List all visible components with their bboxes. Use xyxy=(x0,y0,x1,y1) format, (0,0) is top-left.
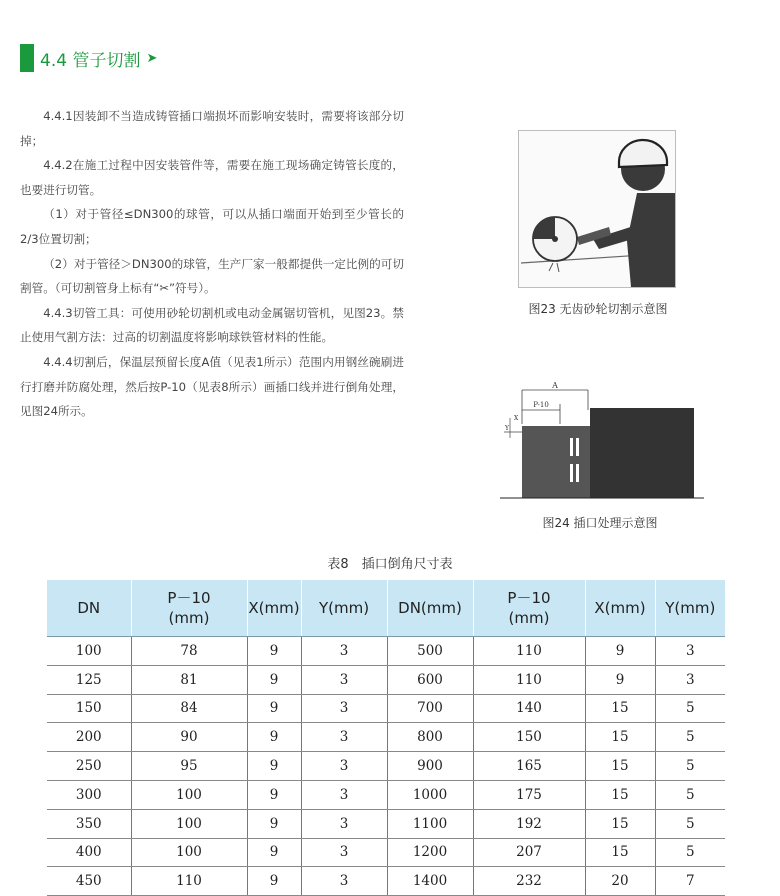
table-cell: 3 xyxy=(301,665,387,694)
table-cell: 9 xyxy=(247,665,301,694)
worker-body xyxy=(627,193,675,287)
table-cell: 95 xyxy=(131,752,247,781)
table-cell: 800 xyxy=(387,723,473,752)
table-cell: 5 xyxy=(655,723,725,752)
table-cell: 700 xyxy=(387,694,473,723)
table-cell: 15 xyxy=(585,780,655,809)
table-cell: 100 xyxy=(131,780,247,809)
table-cell: 900 xyxy=(387,752,473,781)
column-header: P－10 (mm) xyxy=(473,580,585,637)
table-cell: 5 xyxy=(655,838,725,867)
table-cell: 15 xyxy=(585,752,655,781)
table-cell: 15 xyxy=(585,723,655,752)
table-cell: 9 xyxy=(247,809,301,838)
table-cell: 78 xyxy=(131,637,247,666)
table-cell: 9 xyxy=(247,867,301,896)
paragraph-4-4-2: 4.4.2在施工过程中因安装管件等，需要在施工现场确定铸管长度的，也要进行切管。 xyxy=(20,158,404,197)
table-cell: 600 xyxy=(387,665,473,694)
column-header: X(mm) xyxy=(585,580,655,637)
table-row xyxy=(47,723,725,752)
table-cell: 9 xyxy=(585,637,655,666)
table-row xyxy=(47,637,725,666)
section-marker xyxy=(20,44,34,72)
paragraph-4-4-1: 4.4.1因装卸不当造成铸管插口端损坏而影响安装时，需要将该部分切掉； xyxy=(20,109,404,148)
table-cell: 250 xyxy=(47,752,131,781)
table-row xyxy=(47,867,725,896)
table-cell: 3 xyxy=(655,665,725,694)
table-cell: 207 xyxy=(473,838,585,867)
table-cell: 3 xyxy=(301,838,387,867)
table-cell: 300 xyxy=(47,780,131,809)
column-header: Y(mm) xyxy=(301,580,387,637)
table-cell: 125 xyxy=(47,665,131,694)
chevron-right-icon: ➤ xyxy=(146,50,158,66)
table-cell: 350 xyxy=(47,809,131,838)
disc-guard xyxy=(533,217,555,239)
table-row xyxy=(47,780,725,809)
table-cell: 232 xyxy=(473,867,585,896)
helmet-icon xyxy=(619,140,667,167)
table-cell: 7 xyxy=(655,867,725,896)
table-body xyxy=(47,637,725,896)
table-cell: 192 xyxy=(473,809,585,838)
table-row xyxy=(47,809,725,838)
table-cell: 9 xyxy=(247,838,301,867)
table-cell: 3 xyxy=(301,809,387,838)
table-row xyxy=(47,694,725,723)
label-p10: P-10 xyxy=(533,401,549,409)
section-header xyxy=(20,44,157,72)
paragraph-item-2: （2）对于管径＞DN300的球管，生产厂家一般都提供一定比例的可切割管。（可切割管身上标有“✂”符号）。 xyxy=(20,256,404,296)
section-title: 4.4 管子切割 xyxy=(40,50,141,71)
column-header: X(mm) xyxy=(247,580,301,637)
table-cell: 150 xyxy=(473,723,585,752)
table-cell: 84 xyxy=(131,694,247,723)
table-cell: 9 xyxy=(585,665,655,694)
spigot-pipe xyxy=(522,426,592,498)
column-header: DN xyxy=(47,580,131,637)
figure-23-caption: 图23 无齿砂轮切割示意图 xyxy=(528,302,668,316)
table-cell: 1200 xyxy=(387,838,473,867)
insertion-mark xyxy=(570,438,573,456)
label-y: Y xyxy=(505,425,509,432)
table-cell: 1400 xyxy=(387,867,473,896)
table-cell: 110 xyxy=(473,637,585,666)
table-cell: 20 xyxy=(585,867,655,896)
table-cell: 110 xyxy=(473,665,585,694)
table-cell: 450 xyxy=(47,867,131,896)
label-a: A xyxy=(552,381,558,390)
table-cell: 3 xyxy=(301,637,387,666)
table-cell: 1000 xyxy=(387,780,473,809)
figure-24-caption: 图24 插口处理示意图 xyxy=(542,516,658,530)
table-cell: 9 xyxy=(247,694,301,723)
table-cell: 150 xyxy=(47,694,131,723)
table-cell: 81 xyxy=(131,665,247,694)
table-cell: 3 xyxy=(301,780,387,809)
column-header: DN(mm) xyxy=(387,580,473,637)
table-cell: 400 xyxy=(47,838,131,867)
table-cell: 9 xyxy=(247,780,301,809)
table-row xyxy=(47,838,725,867)
column-header: Y(mm) xyxy=(655,580,725,637)
paragraph-item-1: （1）对于管径≤DN300的球管，可以从插口端面开始到至少管长的2/3位置切割； xyxy=(20,207,404,246)
paragraph-4-4-3: 4.4.3切管工具：可使用砂轮切割机或电动金属锯切管机，见图23。禁止使用气割方法：过高的切割温度将影响球铁管材料的性能。 xyxy=(20,305,404,345)
table-cell: 165 xyxy=(473,752,585,781)
table-cell: 5 xyxy=(655,752,725,781)
table-cell: 200 xyxy=(47,723,131,752)
table-cell: 15 xyxy=(585,809,655,838)
table-cell: 3 xyxy=(301,752,387,781)
table-cell: 9 xyxy=(247,752,301,781)
disc-hub xyxy=(552,236,558,242)
table-row xyxy=(47,665,725,694)
label-x: X xyxy=(514,415,519,422)
table-cell: 100 xyxy=(131,838,247,867)
table-cell: 175 xyxy=(473,780,585,809)
table-cell: 100 xyxy=(47,637,131,666)
table-cell: 15 xyxy=(585,694,655,723)
table-cell: 500 xyxy=(387,637,473,666)
table-cell: 9 xyxy=(247,723,301,752)
column-header: P－10 (mm) xyxy=(131,580,247,637)
paragraph-4-4-4: 4.4.4切割后，保温层预留长度A值（见表1所示）范围内用钢丝碗刷进行打磨并防腐处理，然后按P-10（见表8所示）画插口线并进行倒角处理，见图24所示。 xyxy=(20,354,404,419)
body-text xyxy=(20,104,404,424)
table-cell: 3 xyxy=(301,694,387,723)
table-header-row xyxy=(47,580,725,637)
table-cell: 5 xyxy=(655,780,725,809)
table-cell: 140 xyxy=(473,694,585,723)
table-cell: 3 xyxy=(655,637,725,666)
figure-24-illustration xyxy=(500,380,704,502)
table-cell: 3 xyxy=(301,867,387,896)
table-cell: 1100 xyxy=(387,809,473,838)
table-cell: 90 xyxy=(131,723,247,752)
table-cell: 5 xyxy=(655,694,725,723)
bevel-dimension-table xyxy=(47,580,725,896)
table-cell: 3 xyxy=(301,723,387,752)
table-cell: 5 xyxy=(655,809,725,838)
table-cell: 9 xyxy=(247,637,301,666)
socket-body xyxy=(590,408,694,498)
table-cell: 15 xyxy=(585,838,655,867)
table-row xyxy=(47,752,725,781)
table-cell: 100 xyxy=(131,809,247,838)
table-cell: 110 xyxy=(131,867,247,896)
table-title: 表8 插口倒角尺寸表 xyxy=(327,557,453,572)
figure-23-illustration xyxy=(518,130,676,288)
